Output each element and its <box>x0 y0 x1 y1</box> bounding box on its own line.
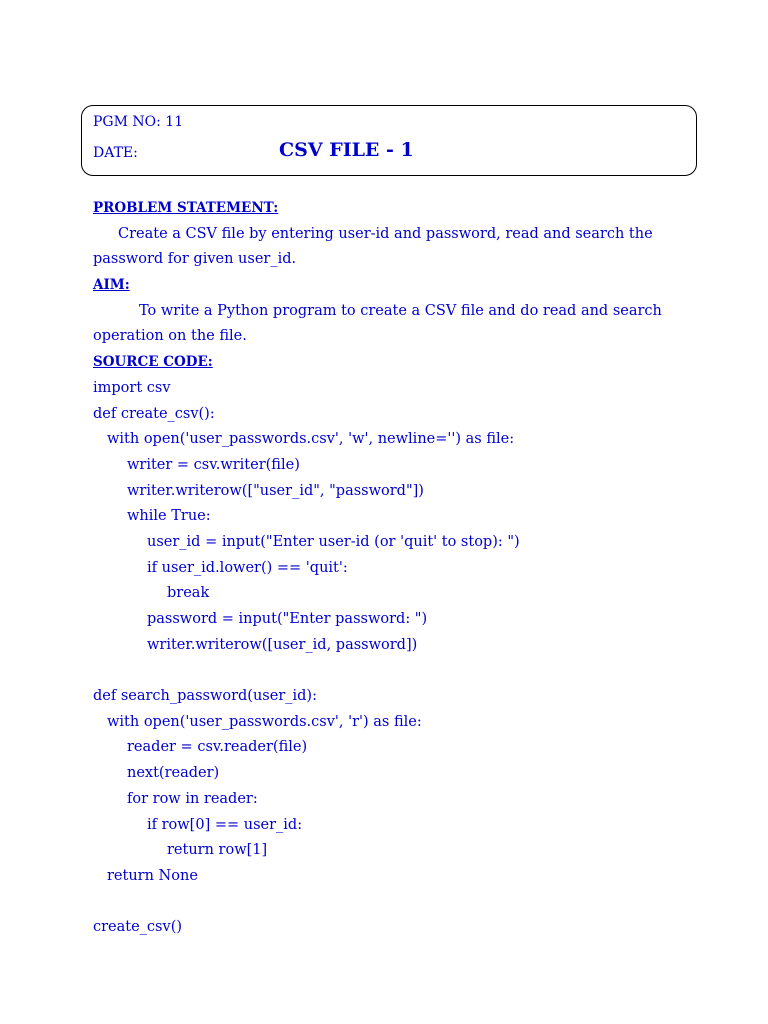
header-box <box>81 105 697 176</box>
code-line: return None <box>107 867 198 884</box>
code-line: break <box>167 585 210 602</box>
problem-statement-line: Create a CSV file by entering user-id and password, read and search the <box>118 225 653 242</box>
code-line: next(reader) <box>127 765 220 782</box>
code-line: with open('user_passwords.csv', 'w', newline='') as file: <box>107 431 515 448</box>
code-line: def create_csv(): <box>93 405 215 422</box>
code-line: return row[1] <box>167 842 268 859</box>
program-number: PGM NO: 11 <box>93 114 184 130</box>
code-blank-line <box>93 890 693 916</box>
source-code-block <box>93 376 693 941</box>
code-line: user_id = input("Enter user-id (or 'quit' to stop): ") <box>147 533 520 550</box>
code-line: import csv <box>93 379 171 396</box>
code-line: def search_password(user_id): <box>93 688 317 705</box>
code-line: password = input("Enter password: ") <box>147 611 428 627</box>
code-line: if user_id.lower() == 'quit': <box>147 559 348 576</box>
code-line: create_csv() <box>93 919 183 936</box>
code-line: if row[0] == user_id: <box>147 816 303 833</box>
code-line: writer.writerow([user_id, password]) <box>147 636 418 653</box>
aim-line: To write a Python program to create a CSV file and do read and search <box>139 302 662 319</box>
code-line: writer = csv.writer(file) <box>127 456 300 473</box>
aim-heading: AIM: <box>93 277 130 294</box>
code-line: for row in reader: <box>127 790 258 807</box>
code-line: while True: <box>127 508 211 525</box>
code-blank-line <box>93 658 693 684</box>
aim-line: operation on the file. <box>93 328 247 345</box>
code-line: with open('user_passwords.csv', 'r') as file: <box>107 713 422 730</box>
date-label: DATE: <box>93 145 138 161</box>
document-body <box>93 196 693 941</box>
code-line: writer.writerow(["user_id", "password"]) <box>127 482 424 499</box>
code-line: reader = csv.reader(file) <box>127 739 308 756</box>
problem-statement-heading: PROBLEM STATEMENT: <box>93 200 279 216</box>
problem-statement-line: password for given user_id. <box>93 251 297 268</box>
source-code-heading: SOURCE CODE: <box>93 354 213 371</box>
page-title: CSV FILE - 1 <box>279 139 414 161</box>
